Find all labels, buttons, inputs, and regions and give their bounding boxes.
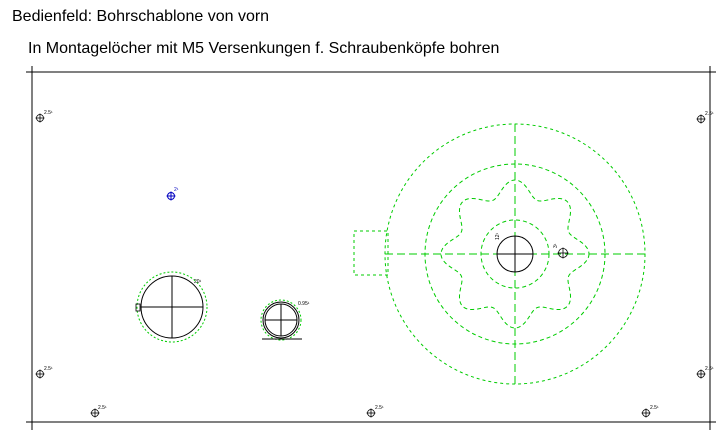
- mount-hole-label: 2.5¹: [705, 366, 714, 372]
- mount-hole-label: 2.5¹: [44, 366, 53, 372]
- panel-outline: [26, 66, 716, 430]
- mount-hole-bottom-3: [642, 405, 659, 418]
- small-hole-label: 3¹: [553, 243, 559, 248]
- medium-hole-label: 0.95¹: [298, 301, 310, 307]
- drawing-title: Bedienfeld: Bohrschablone von vorn: [12, 8, 270, 25]
- mount-hole-bottom-1: [91, 405, 107, 418]
- mount-hole-label: 2.5¹: [705, 111, 714, 117]
- mount-hole-bottom-2: [367, 405, 384, 418]
- center-hole-label: 12¹: [495, 232, 501, 240]
- rotary-knob-area: [354, 124, 645, 384]
- led-hole-blue: [167, 187, 179, 201]
- large-hole-label: 20¹: [194, 279, 202, 285]
- mount-hole-bottom-right: [697, 366, 714, 379]
- mount-hole-top-left: [36, 110, 53, 123]
- medium-hole: [261, 300, 310, 340]
- drawing-subtitle: In Montagelöcher mit M5 Versenkungen f. Schraubenköpfe bohren: [28, 40, 500, 57]
- led-hole-label: 2¹: [174, 187, 179, 193]
- mount-hole-top-right: [697, 111, 714, 124]
- mount-hole-bottom-left: [36, 366, 53, 379]
- mount-hole-label: 2.5¹: [650, 405, 659, 411]
- mount-hole-label: 2.5¹: [375, 405, 384, 411]
- large-hole: [136, 272, 207, 342]
- mount-hole-label: 2.5¹: [98, 405, 107, 411]
- mount-hole-label: 2.5¹: [44, 110, 53, 116]
- small-hole: [553, 243, 569, 258]
